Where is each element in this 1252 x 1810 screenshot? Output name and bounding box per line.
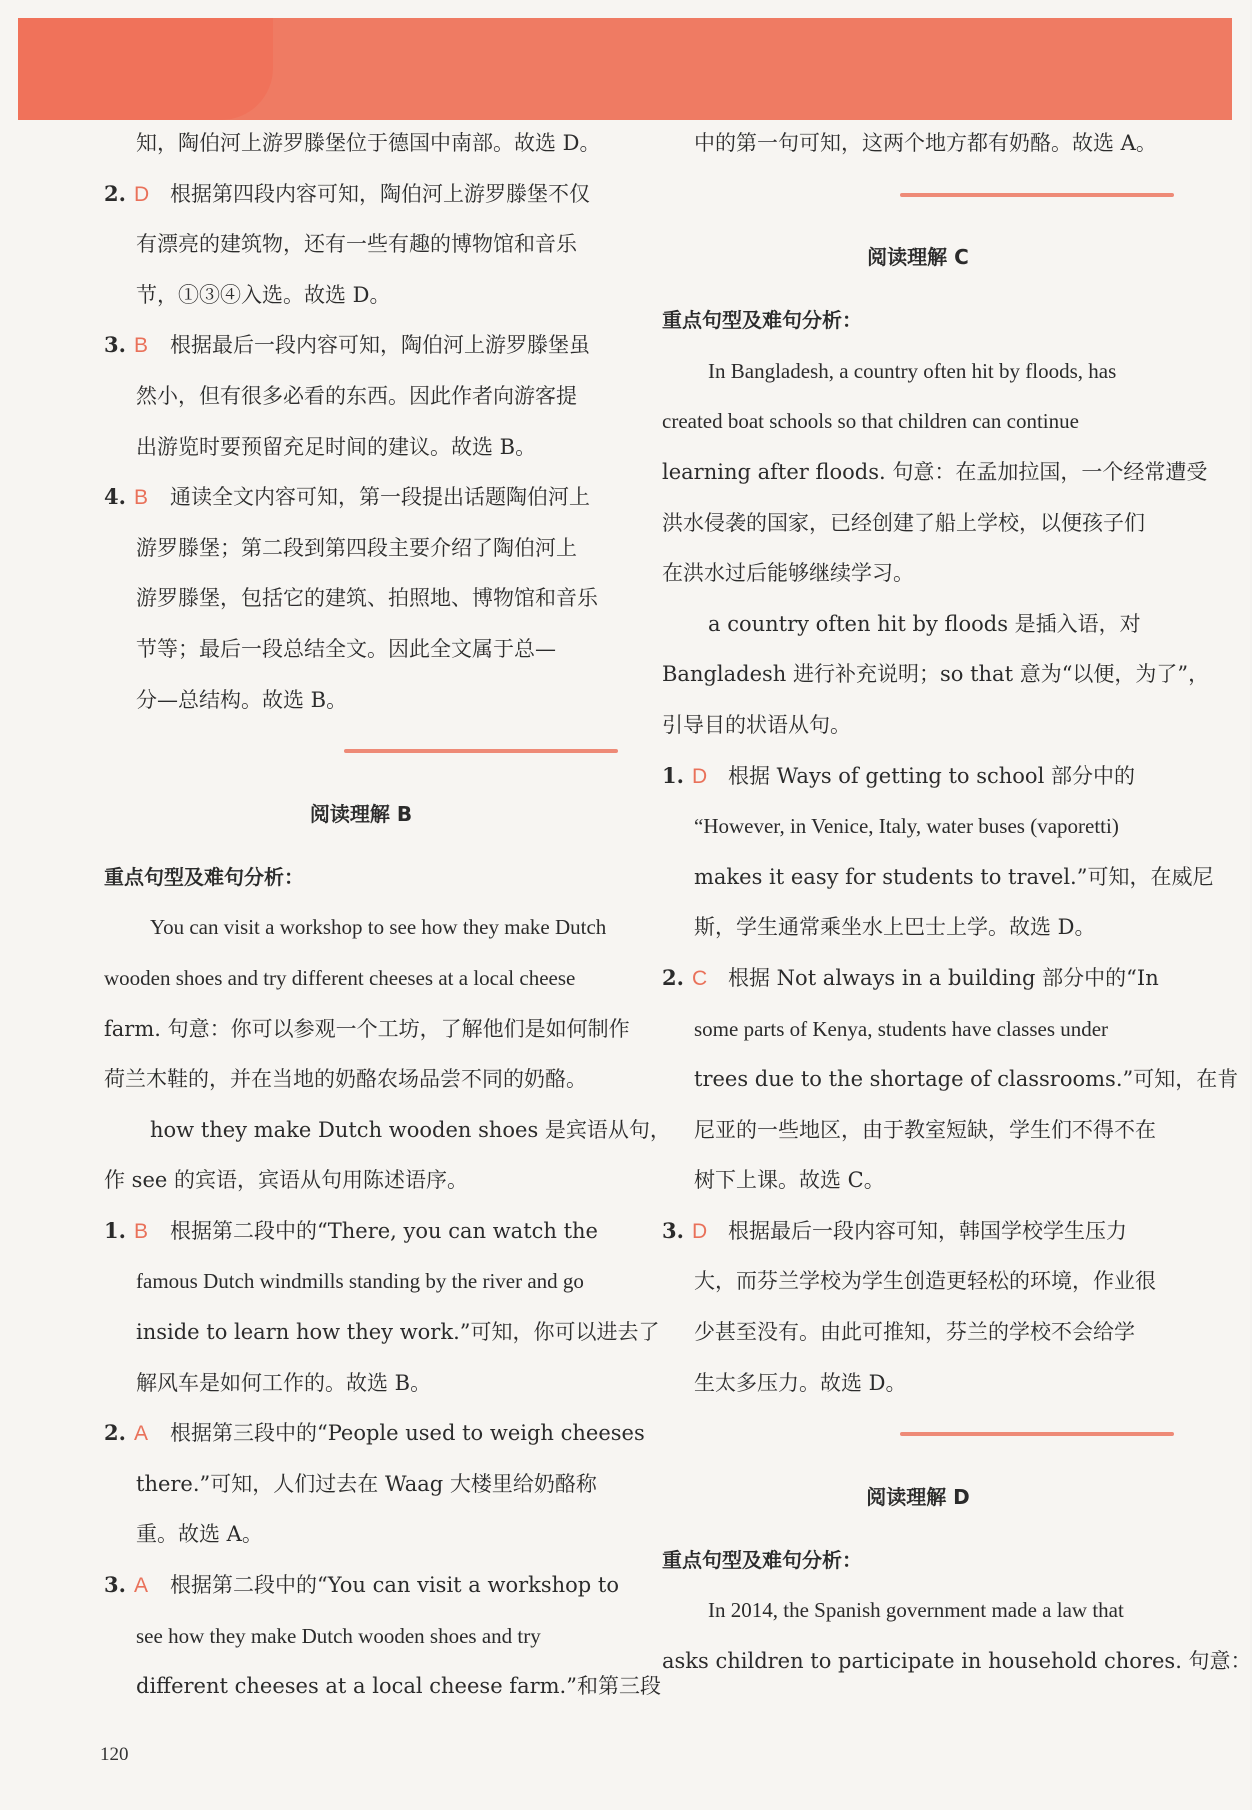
question-number: 3. bbox=[104, 1572, 126, 1598]
explanation-line: there.”可知，人们过去在 Waag 大楼里给奶酪称 bbox=[136, 1471, 597, 1496]
analysis-line: 引导目的状语从句。 bbox=[662, 712, 851, 737]
analysis-line: wooden shoes and try different cheeses at a local cheese bbox=[104, 965, 576, 990]
explanation-line: 节，①③④入选。故选 D。 bbox=[136, 282, 391, 307]
explanation-line: 通读全文内容可知，第一段提出话题陶伯河上 bbox=[170, 485, 590, 510]
analysis-line: a country often hit by floods 是插入语，对 bbox=[708, 611, 1141, 636]
analysis-line: how they make Dutch wooden shoes 是宾语从句， bbox=[150, 1117, 671, 1142]
analysis-line: learning after floods. 句意：在孟加拉国，一个经常遭受 bbox=[662, 459, 1208, 484]
answer-item bbox=[662, 953, 1174, 1004]
section-title: 阅读理解 C bbox=[867, 245, 969, 270]
explanation-line: 大，而芬兰学校为学生创造更轻松的环境，作业很 bbox=[694, 1269, 1156, 1294]
answer-letter: B bbox=[134, 334, 149, 358]
analysis-line: created boat schools so that children can continue bbox=[662, 409, 1079, 434]
divider-line bbox=[344, 749, 618, 753]
explanation-line: 然小，但有很多必看的东西。因此作者向游客提 bbox=[136, 383, 577, 408]
explanation-line: 有漂亮的建筑物，还有一些有趣的博物馆和音乐 bbox=[136, 232, 577, 257]
analysis-line: 荷兰木鞋的，并在当地的奶酪农场品尝不同的奶酪。 bbox=[104, 1067, 587, 1092]
explanation-line: 节等；最后一段总结全文。因此全文属于总— bbox=[136, 636, 556, 661]
explanation-line: 根据 Not always in a building 部分中的“In bbox=[728, 965, 1159, 990]
answer-letter: D bbox=[692, 1219, 708, 1243]
explanation-line: 游罗滕堡；第二段到第四段主要介绍了陶伯河上 bbox=[136, 535, 577, 560]
question-number: 1. bbox=[104, 1217, 126, 1243]
analysis-line: In Bangladesh, a country often hit by floods, has bbox=[708, 358, 1117, 383]
explanation-line: 斯，学生通常乘坐水上巴士上学。故选 D。 bbox=[694, 915, 1096, 940]
section-divider bbox=[662, 169, 1174, 220]
analysis-line: 作 see 的宾语，宾语从句用陈述语序。 bbox=[104, 1168, 468, 1193]
continued-text: 中的第一句可知，这两个地方都有奶酪。故选 A。 bbox=[694, 131, 1157, 155]
answer-letter: B bbox=[134, 486, 149, 510]
explanation-line: see how they make Dutch wooden shoes and try bbox=[136, 1623, 541, 1648]
question-number: 3. bbox=[104, 332, 126, 358]
answer-item bbox=[104, 472, 618, 523]
answer-item bbox=[104, 320, 618, 371]
question-number: 2. bbox=[662, 964, 684, 990]
question-number: 2. bbox=[104, 1420, 126, 1446]
right-column bbox=[662, 118, 1252, 1687]
explanation-line: 游罗滕堡，包括它的建筑、拍照地、博物馆和音乐 bbox=[136, 586, 598, 611]
answer-item bbox=[104, 1206, 618, 1257]
continued-text: 知，陶伯河上游罗滕堡位于德国中南部。故选 D。 bbox=[136, 131, 601, 155]
question-number: 2. bbox=[104, 180, 126, 206]
explanation-line: 根据最后一段内容可知，陶伯河上游罗滕堡虽 bbox=[170, 333, 590, 358]
question-number: 4. bbox=[104, 484, 126, 510]
explanation-line: 解风车是如何工作的。故选 B。 bbox=[136, 1370, 432, 1395]
question-number: 1. bbox=[662, 762, 684, 788]
explanation-line: different cheeses at a local cheese farm.”和第三段 bbox=[136, 1674, 661, 1699]
analysis-line: farm. 句意：你可以参观一个工坊，了解他们是如何制作 bbox=[104, 1016, 630, 1041]
page-number: 120 bbox=[100, 1744, 129, 1765]
explanation-line: 根据第三段中的“People used to weigh cheeses bbox=[170, 1421, 645, 1446]
analysis-line: You can visit a workshop to see how they make Dutch bbox=[150, 915, 607, 940]
answer-letter: D bbox=[134, 182, 150, 206]
answer-letter: D bbox=[692, 764, 708, 788]
question-number: 3. bbox=[662, 1217, 684, 1243]
explanation-line: 少甚至没有。由此可推知，芬兰的学校不会给学 bbox=[694, 1320, 1135, 1345]
explanation-line: trees due to the shortage of classrooms.”可知，在肯 bbox=[694, 1067, 1239, 1092]
key-sentence-heading: 重点句型及难句分析： bbox=[104, 864, 304, 889]
key-sentence-heading: 重点句型及难句分析： bbox=[662, 1547, 862, 1572]
explanation-line: 根据最后一段内容可知，韩国学校学生压力 bbox=[728, 1218, 1127, 1243]
analysis-line: asks children to participate in household chores. 句意： bbox=[662, 1649, 1252, 1674]
answer-item bbox=[104, 1408, 645, 1459]
divider-line bbox=[900, 193, 1174, 197]
explanation-line: inside to learn how they work.”可知，你可以进去了 bbox=[136, 1320, 660, 1345]
explanation-line: some parts of Kenya, students have classes under bbox=[694, 1016, 1109, 1041]
section-title: 阅读理解 B bbox=[309, 801, 413, 826]
explanation-line: 根据第四段内容可知，陶伯河上游罗滕堡不仅 bbox=[170, 181, 590, 206]
explanation-line: 尼亚的一些地区，由于教室短缺，学生们不得不在 bbox=[694, 1117, 1156, 1142]
explanation-line: “However, in Venice, Italy, water buses (vaporetti) bbox=[694, 814, 1119, 839]
section-title: 阅读理解 D bbox=[866, 1484, 970, 1509]
answer-item bbox=[104, 1560, 618, 1611]
explanation-line: 树下上课。故选 C。 bbox=[694, 1168, 885, 1193]
section-divider bbox=[104, 725, 618, 776]
explanation-line: 重。故选 A。 bbox=[136, 1522, 263, 1547]
header-tab bbox=[18, 18, 273, 120]
key-sentence-heading: 重点句型及难句分析： bbox=[662, 308, 862, 333]
divider-line bbox=[900, 1432, 1174, 1436]
section-divider bbox=[662, 1408, 1174, 1459]
explanation-line: makes it easy for students to travel.”可知，在威尼 bbox=[694, 864, 1214, 889]
explanation-line: famous Dutch windmills standing by the river and go bbox=[136, 1269, 584, 1294]
explanation-line: 分—总结构。故选 B。 bbox=[136, 687, 348, 712]
answer-letter: A bbox=[134, 1574, 149, 1598]
explanation-line: 根据第二段中的“There, you can watch the bbox=[170, 1218, 598, 1243]
explanation-line: 生太多压力。故选 D。 bbox=[694, 1370, 907, 1395]
analysis-line: In 2014, the Spanish government made a law that bbox=[708, 1598, 1124, 1623]
explanation-line: 出游览时要预留充足时间的建议。故选 B。 bbox=[136, 434, 537, 459]
answer-letter: A bbox=[134, 1422, 149, 1446]
analysis-line: 洪水侵袭的国家，已经创建了船上学校，以便孩子们 bbox=[662, 510, 1145, 535]
answer-item bbox=[662, 751, 1174, 802]
answer-letter: C bbox=[692, 966, 708, 990]
explanation-line: 根据 Ways of getting to school 部分中的 bbox=[728, 763, 1135, 788]
analysis-line: 在洪水过后能够继续学习。 bbox=[662, 561, 914, 586]
answer-letter: B bbox=[134, 1219, 149, 1243]
answer-item bbox=[104, 169, 618, 220]
answer-item bbox=[662, 1206, 1174, 1257]
analysis-line: Bangladesh 进行补充说明；so that 意为“以便，为了”， bbox=[662, 662, 1210, 687]
explanation-line: 根据第二段中的“You can visit a workshop to bbox=[170, 1573, 620, 1598]
left-column bbox=[104, 118, 671, 1712]
